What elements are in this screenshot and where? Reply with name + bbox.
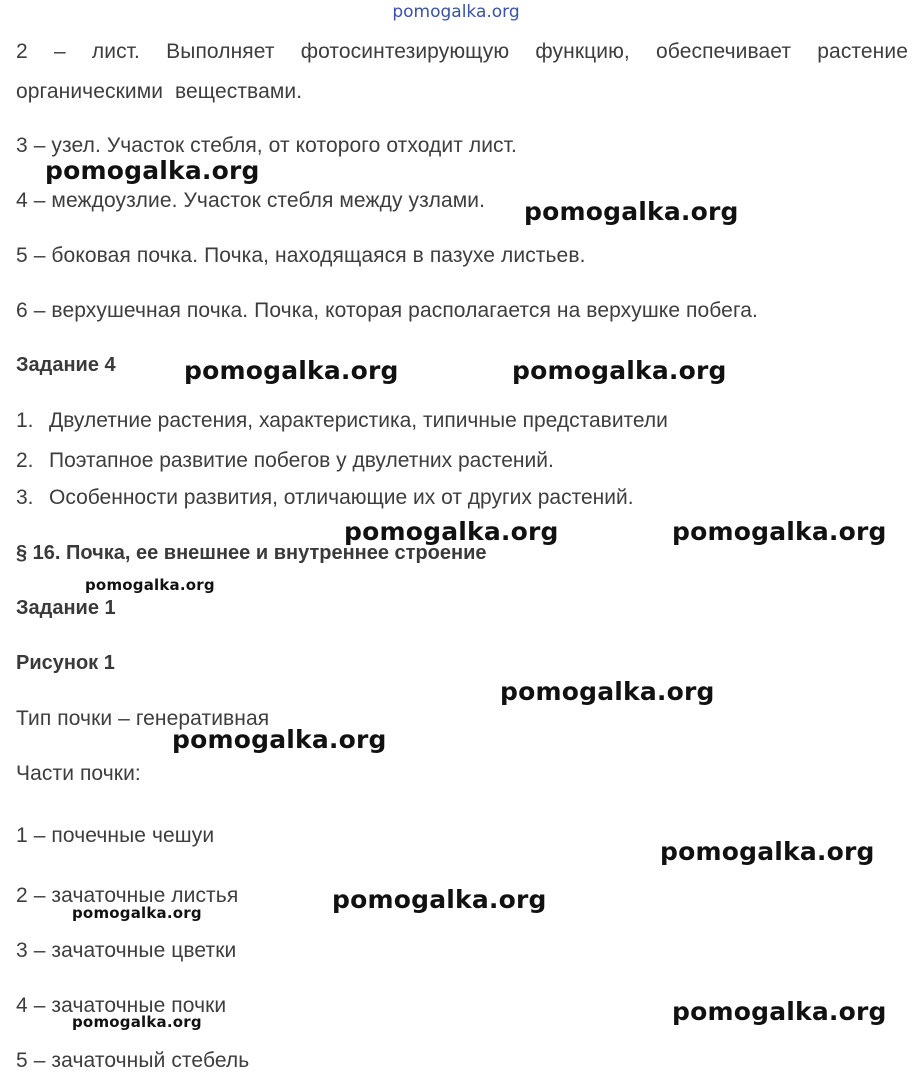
bud-part-item: 1 – почечные чешуи [16, 824, 215, 847]
task4-list-item [16, 448, 554, 474]
paragraph-leaf: 2 – лист. Выполняет фотосинтезирующую функцию, обеспечивает растение органическими веществами. [16, 40, 908, 103]
paragraph-apical-bud: 6 – верхушечная почка. Почка, которая располагается на верхушке побега. [16, 299, 758, 322]
bud-part-item: 5 – зачаточный стебель [16, 1049, 250, 1072]
list-number: 1. [16, 409, 34, 432]
bud-part-item: 2 – зачаточные листья [16, 884, 239, 907]
list-number: 2. [16, 449, 34, 472]
watermark: pomogalka.org [524, 197, 739, 226]
header-watermark: pomogalka.org [392, 2, 520, 22]
task1-heading: Задание 1 [16, 597, 116, 619]
list-number: 3. [16, 486, 34, 509]
watermark: pomogalka.org [45, 156, 260, 185]
bud-parts-label: Части почки: [16, 762, 141, 785]
bud-part-item: 3 – зачаточные цветки [16, 939, 237, 962]
watermark: pomogalka.org [660, 837, 875, 866]
paragraph-lateral-bud: 5 – боковая почка. Почка, находящаяся в пазухе листьев. [16, 244, 586, 267]
bud-type-text: Тип почки – генеративная [16, 707, 270, 730]
watermark: pomogalka.org [500, 677, 715, 706]
task4-heading: Задание 4 [16, 354, 116, 376]
paragraph-internode: 4 – междоузлие. Участок стебля между узлами. [16, 189, 486, 212]
watermark: pomogalka.org [672, 517, 887, 546]
figure1-heading: Рисунок 1 [16, 652, 115, 674]
watermark: pomogalka.org [72, 904, 202, 922]
watermark: pomogalka.org [332, 885, 547, 914]
watermark: pomogalka.org [172, 725, 387, 754]
watermark: pomogalka.org [184, 356, 399, 385]
bud-part-item: 4 – зачаточные почки [16, 994, 227, 1017]
watermark: pomogalka.org [85, 576, 215, 594]
task4-list-item [16, 408, 668, 434]
task4-list-item [16, 485, 634, 511]
paragraph-node: 3 – узел. Участок стебля, от которого отходит лист. [16, 134, 517, 157]
section-16-heading: § 16. Почка, ее внешнее и внутреннее строение [16, 542, 487, 564]
watermark: pomogalka.org [672, 997, 887, 1026]
watermark: pomogalka.org [512, 356, 727, 385]
list-text: Поэтапное развитие побегов у двулетних растений. [49, 449, 554, 472]
watermark: pomogalka.org [344, 517, 559, 546]
list-text: Двулетние растения, характеристика, типичные представители [49, 409, 668, 432]
list-text: Особенности развития, отличающие их от других растений. [49, 486, 634, 509]
watermark: pomogalka.org [72, 1013, 202, 1031]
